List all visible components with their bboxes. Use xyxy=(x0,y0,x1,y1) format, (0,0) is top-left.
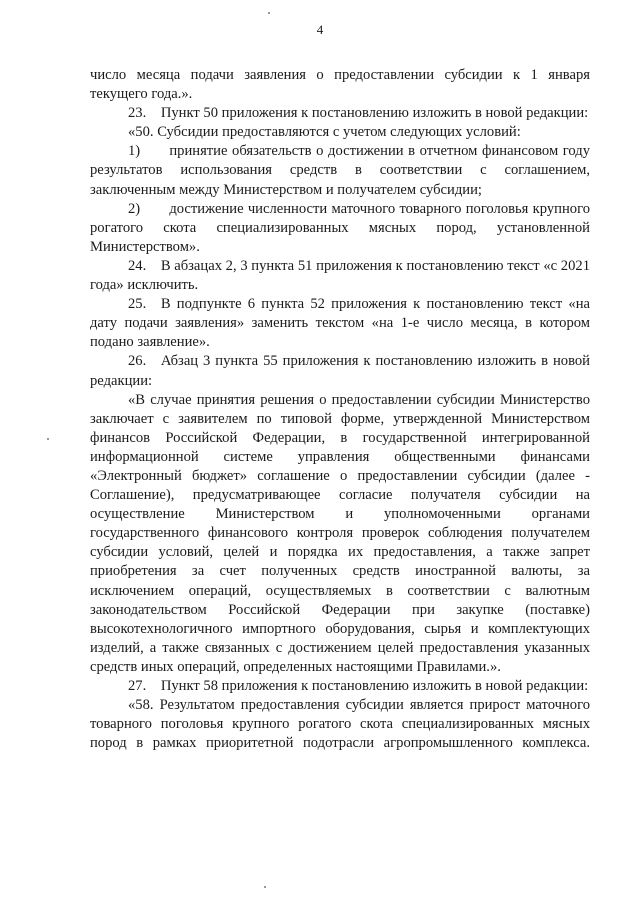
paragraph-quote-58: «58. Результатом предоставления субсидии является прирост маточного товарного поголовья крупного рогатого скота специализированных мясных пород в рамках приоритетной подотрасли агропромышленного комплекса. xyxy=(90,697,590,752)
paragraph-item-24: 24. В абзацах 2, 3 пункта 51 приложения к постановлению текст «с 2021 года» исключить. xyxy=(90,257,590,294)
paragraph-item-25: 25. В подпункте 6 пункта 52 приложения к постановлению текст «на дату подачи заявления» заменить текстом «на 1-е число месяца, в котором подано заявление». xyxy=(90,296,590,351)
paragraph-condition-2: 2) достижение численности маточного товарного поголовья крупного рогатого скота специализированных мясных пород, установленной Министерством». xyxy=(90,200,590,255)
paragraph-item-27: 27. Пункт 58 приложения к постановлению изложить в новой редакции: xyxy=(128,678,589,694)
document-body xyxy=(90,66,590,753)
scan-speck xyxy=(47,438,49,440)
paragraph-quote-55: «В случае принятия решения о предоставлении субсидии Министерство заключает с заявителем по типовой форме, утвержденной Министерством финансов Российской Федерации, в государственной интегрированной информационной системе управления общественными финансами «Электронный бюджет» соглашение о предоставлении субсидии (далее - Соглашение), предусматривающее согласие получателя субсидии на осуществление Министерством и уполномоченными органами государственного финансового контроля проверок соблюдения получателем субсидии условий, целей и порядка их предоставления, а также запрет приобретения за счет полученных средств иностранной валюты, за исключением операций, осуществляемых в соответствии с валютным законодательством Российской Федерации при закупке (поставке) высокотехнологичного импортного оборудования, сырья и комплектующих изделий, а также связанных с достижением целей предоставления указанных средств иных операций, определенных настоящими Правилами.». xyxy=(90,391,590,675)
scan-speck xyxy=(264,886,266,888)
paragraph-quote-50: «50. Субсидии предоставляются с учетом следующих условий: xyxy=(128,124,521,141)
paragraph-condition-1: 1) принятие обязательств о достижении в отчетном финансовом году результатов использования средств в соответствии с соглашением, заключенным между Министерством и получателем субсидии; xyxy=(90,143,590,198)
scan-speck xyxy=(268,12,270,14)
page-number: 4 xyxy=(316,22,324,37)
paragraph-item-23: 23. Пункт 50 приложения к постановлению изложить в новой редакции: xyxy=(128,105,589,122)
paragraph-item-26: 26. Абзац 3 пункта 55 приложения к постановлению изложить в новой редакции: xyxy=(90,353,590,389)
paragraph-continuation: число месяца подачи заявления о предоставлении субсидии к 1 января текущего года.». xyxy=(90,67,590,103)
